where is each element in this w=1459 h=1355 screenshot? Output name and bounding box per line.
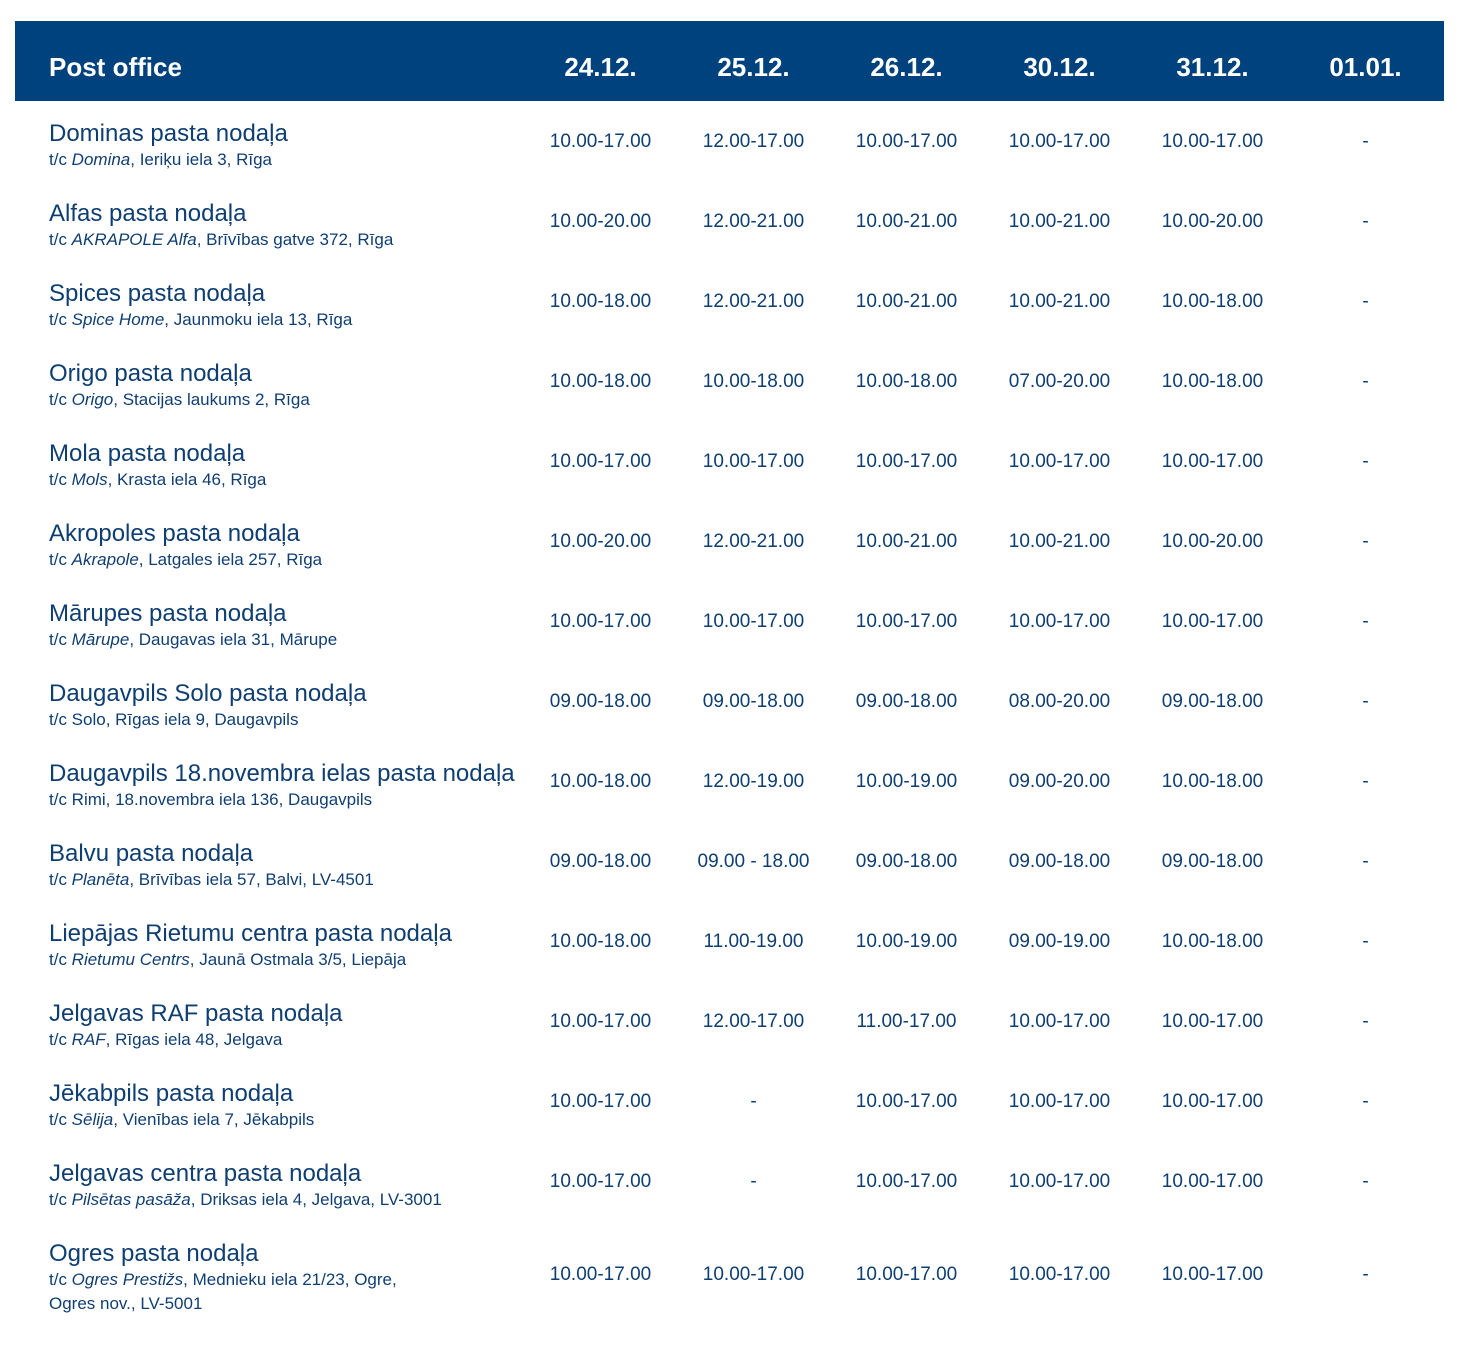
hours-cell: 09.00-18.00 <box>855 851 958 872</box>
hours-cell: 10.00-21.00 <box>855 291 958 312</box>
hours-cell: 10.00-17.00 <box>1008 131 1111 152</box>
hours-cell: 09.00-18.00 <box>1161 851 1264 872</box>
office-name: Balvu pasta nodaļa <box>49 840 254 867</box>
table-row <box>0 581 1459 661</box>
address-prefix: t/c <box>49 1110 72 1129</box>
office-address <box>49 1108 544 1132</box>
shopping-centre-name: Pilsētas pasāža <box>71 1190 191 1209</box>
hours-cell: 10.00-17.00 <box>549 1091 652 1112</box>
hours-cell: 10.00-17.00 <box>1008 1171 1111 1192</box>
hours-cell: 10.00-17.00 <box>1008 611 1111 632</box>
office-cell <box>49 840 544 892</box>
hours-cell: - <box>750 1091 757 1112</box>
hours-cell: 10.00-17.00 <box>855 451 958 472</box>
office-address <box>49 308 544 332</box>
hours-cell: 12.00-17.00 <box>702 1011 805 1032</box>
hours-cell: 10.00-17.00 <box>1161 451 1264 472</box>
office-cell <box>49 1000 544 1052</box>
hours-cell: 10.00-20.00 <box>549 211 652 232</box>
hours-cell: 09.00 - 18.00 <box>697 851 810 872</box>
hours-cell: 10.00-17.00 <box>1008 451 1111 472</box>
hours-cell: - <box>1362 931 1369 952</box>
office-name: Ogres pasta nodaļa <box>49 1240 259 1267</box>
hours-cell: 10.00-17.00 <box>702 611 805 632</box>
office-address <box>49 148 544 172</box>
hours-cell: 09.00-19.00 <box>1008 931 1111 952</box>
shopping-centre-name: Sēlija <box>71 1110 114 1129</box>
header-date-30-12: 30.12. <box>1023 52 1096 82</box>
hours-cell: 12.00-17.00 <box>702 131 805 152</box>
address-prefix: t/c <box>49 150 72 169</box>
office-cell <box>49 200 544 252</box>
address-rest: , Daugavas iela 31, Mārupe <box>129 630 338 649</box>
office-cell <box>49 360 544 412</box>
hours-cell: 10.00-17.00 <box>1161 131 1264 152</box>
table-row <box>0 1221 1459 1326</box>
office-name: Jēkabpils pasta nodaļa <box>49 1080 294 1107</box>
hours-cell: 10.00-17.00 <box>702 451 805 472</box>
address-prefix: t/c <box>49 310 72 329</box>
hours-cell: - <box>1362 691 1369 712</box>
hours-cell: - <box>1362 1171 1369 1192</box>
table-body <box>0 101 1459 1326</box>
office-address-line2: Ogres nov., LV-5001 <box>49 1294 203 1313</box>
hours-cell: 10.00-17.00 <box>1008 1011 1111 1032</box>
hours-cell: - <box>750 1171 757 1192</box>
office-cell <box>49 1080 544 1132</box>
hours-cell: 10.00-17.00 <box>855 131 958 152</box>
hours-cell: 11.00-17.00 <box>856 1011 957 1032</box>
address-rest: , Latgales iela 257, Rīga <box>138 550 323 569</box>
table-row <box>0 1061 1459 1141</box>
shopping-centre-name: Domina <box>71 150 131 169</box>
address-rest: , Ieriķu iela 3, Rīga <box>130 150 273 169</box>
table-row <box>0 501 1459 581</box>
hours-cell: - <box>1362 451 1369 472</box>
hours-cell: 09.00-18.00 <box>855 691 958 712</box>
office-address <box>49 1268 544 1292</box>
office-name: Mola pasta nodaļa <box>49 440 246 467</box>
office-address <box>49 1028 544 1052</box>
header-date-25-12: 25.12. <box>717 52 790 82</box>
hours-cell: 09.00-18.00 <box>702 691 805 712</box>
hours-cell: - <box>1362 1011 1369 1032</box>
hours-cell: 10.00-18.00 <box>855 371 958 392</box>
office-address <box>49 788 544 812</box>
hours-cell: 10.00-17.00 <box>855 1091 958 1112</box>
address-rest: , Brīvības iela 57, Balvi, LV-4501 <box>129 870 374 889</box>
office-cell <box>49 1160 544 1212</box>
address-rest: , Stacijas laukums 2, Rīga <box>113 390 310 409</box>
office-cell <box>49 920 544 972</box>
hours-cell: 10.00-19.00 <box>855 771 958 792</box>
hours-cell: 10.00-17.00 <box>549 1171 652 1192</box>
office-cell <box>49 280 544 332</box>
address-prefix: t/c <box>49 230 72 249</box>
office-name: Mārupes pasta nodaļa <box>49 600 287 627</box>
hours-cell: 12.00-19.00 <box>702 771 805 792</box>
office-address <box>49 948 544 972</box>
shopping-centre-name: AKRAPOLE Alfa <box>71 230 197 249</box>
hours-cell: - <box>1362 371 1369 392</box>
office-name: Jelgavas centra pasta nodaļa <box>49 1160 362 1187</box>
hours-cell: - <box>1362 611 1369 632</box>
office-cell <box>49 1240 544 1316</box>
hours-cell: 10.00-17.00 <box>855 611 958 632</box>
office-address <box>49 708 544 732</box>
office-cell <box>49 600 544 652</box>
hours-cell: 10.00-21.00 <box>1008 531 1111 552</box>
hours-cell: 10.00-21.00 <box>1008 211 1111 232</box>
hours-cell: 10.00-18.00 <box>549 371 652 392</box>
hours-cell: 09.00-20.00 <box>1008 771 1111 792</box>
shopping-centre-name: Ogres Prestižs <box>71 1270 184 1289</box>
hours-cell: 10.00-17.00 <box>702 1264 805 1285</box>
hours-cell: 12.00-21.00 <box>702 531 805 552</box>
shopping-centre-name: Planēta <box>71 870 130 889</box>
hours-cell: 10.00-21.00 <box>1008 291 1111 312</box>
hours-cell: 10.00-18.00 <box>702 371 805 392</box>
hours-cell: 09.00-18.00 <box>549 851 652 872</box>
address-prefix: t/c <box>49 870 72 889</box>
hours-cell: 10.00-17.00 <box>549 131 652 152</box>
hours-cell: 10.00-20.00 <box>1161 531 1264 552</box>
table-row <box>0 261 1459 341</box>
shopping-centre-name: Origo <box>71 390 114 409</box>
table-row <box>0 181 1459 261</box>
hours-cell: 11.00-19.00 <box>703 931 804 952</box>
table-header <box>15 21 1444 101</box>
address-rest: , Rīgas iela 48, Jelgava <box>105 1030 283 1049</box>
office-name: Liepājas Rietumu centra pasta nodaļa <box>49 920 452 947</box>
hours-cell: - <box>1362 1091 1369 1112</box>
office-cell <box>49 440 544 492</box>
address-rest: , Krasta iela 46, Rīga <box>107 470 267 489</box>
hours-cell: 09.00-18.00 <box>1008 851 1111 872</box>
hours-cell: 10.00-17.00 <box>1008 1091 1111 1112</box>
hours-cell: 10.00-17.00 <box>549 1011 652 1032</box>
address-prefix: t/c <box>49 390 72 409</box>
hours-cell: 12.00-21.00 <box>702 291 805 312</box>
office-address <box>49 548 544 572</box>
hours-cell: 08.00-20.00 <box>1008 691 1111 712</box>
hours-cell: 10.00-20.00 <box>549 531 652 552</box>
office-name: Daugavpils 18.novembra ielas pasta nodaļa <box>49 760 515 787</box>
hours-cell: 10.00-18.00 <box>549 931 652 952</box>
address-rest: , Driksas iela 4, Jelgava, LV-3001 <box>190 1190 442 1209</box>
shopping-centre-name: Mols <box>71 470 108 489</box>
office-cell <box>49 520 544 572</box>
address-rest: , Jaunā Ostmala 3/5, Liepāja <box>189 950 407 969</box>
hours-cell: 10.00-17.00 <box>1161 1011 1264 1032</box>
hours-cell: 10.00-18.00 <box>1161 371 1264 392</box>
hours-cell: 10.00-21.00 <box>855 211 958 232</box>
hours-cell: 10.00-17.00 <box>1161 1091 1264 1112</box>
address-prefix: t/c <box>49 1030 72 1049</box>
address-prefix: t/c <box>49 1190 72 1209</box>
address-rest: , Jaunmoku iela 13, Rīga <box>164 310 353 329</box>
office-cell <box>49 680 544 732</box>
office-address <box>49 388 544 412</box>
hours-cell: - <box>1362 851 1369 872</box>
shopping-centre-name: Akrapole <box>71 550 139 569</box>
hours-cell: 12.00-21.00 <box>702 211 805 232</box>
office-cell <box>49 120 544 172</box>
hours-cell: 07.00-20.00 <box>1008 371 1111 392</box>
table-row <box>0 661 1459 741</box>
hours-cell: - <box>1362 771 1369 792</box>
office-name: Jelgavas RAF pasta nodaļa <box>49 1000 343 1027</box>
hours-cell: 10.00-17.00 <box>855 1264 958 1285</box>
office-name: Alfas pasta nodaļa <box>49 200 247 227</box>
office-address <box>49 1188 544 1212</box>
office-address <box>49 468 544 492</box>
hours-cell: 10.00-17.00 <box>855 1171 958 1192</box>
address-prefix: t/c <box>49 630 72 649</box>
hours-cell: 10.00-18.00 <box>1161 771 1264 792</box>
office-address <box>49 868 544 892</box>
address-rest: , Vienības iela 7, Jēkabpils <box>113 1110 315 1129</box>
hours-cell: 10.00-18.00 <box>549 771 652 792</box>
hours-cell: 10.00-17.00 <box>1008 1264 1111 1285</box>
hours-cell: 10.00-20.00 <box>1161 211 1264 232</box>
table-row <box>0 421 1459 501</box>
shopping-centre-name: Spice Home <box>71 310 165 329</box>
header-date-31-12: 31.12. <box>1176 52 1249 82</box>
hours-cell: 10.00-18.00 <box>1161 291 1264 312</box>
shopping-centre-name: Rietumu Centrs <box>71 950 190 969</box>
address-prefix: t/c <box>49 550 72 569</box>
address-prefix: t/c <box>49 1270 72 1289</box>
header-date-01-01: 01.01. <box>1329 52 1402 82</box>
hours-cell: - <box>1362 131 1369 152</box>
hours-cell: 10.00-17.00 <box>549 1264 652 1285</box>
hours-cell: - <box>1362 1264 1369 1285</box>
address-rest: , Brīvības gatve 372, Rīga <box>196 230 394 249</box>
hours-cell: 09.00-18.00 <box>1161 691 1264 712</box>
office-name: Dominas pasta nodaļa <box>49 120 288 147</box>
office-cell <box>49 760 544 812</box>
office-name: Spices pasta nodaļa <box>49 280 266 307</box>
office-name: Daugavpils Solo pasta nodaļa <box>49 680 367 707</box>
table-row <box>0 101 1459 181</box>
hours-cell: 10.00-17.00 <box>549 611 652 632</box>
hours-cell: 10.00-17.00 <box>549 451 652 472</box>
table-row <box>0 741 1459 821</box>
address-prefix: t/c Solo, Rīgas iela 9, Daugavpils <box>49 710 299 729</box>
hours-cell: 10.00-17.00 <box>1161 1171 1264 1192</box>
table-row <box>0 901 1459 981</box>
table-row <box>0 821 1459 901</box>
hours-cell: - <box>1362 291 1369 312</box>
office-name: Akropoles pasta nodaļa <box>49 520 300 547</box>
hours-cell: - <box>1362 211 1369 232</box>
office-name: Origo pasta nodaļa <box>49 360 252 387</box>
hours-cell: 10.00-18.00 <box>1161 931 1264 952</box>
shopping-centre-name: RAF <box>71 1030 106 1049</box>
address-rest: , Mednieku iela 21/23, Ogre, <box>183 1270 397 1289</box>
address-prefix: t/c <box>49 470 72 489</box>
hours-cell: 10.00-21.00 <box>855 531 958 552</box>
header-post-office: Post office <box>49 52 182 82</box>
table-row <box>0 341 1459 421</box>
hours-cell: 10.00-17.00 <box>1161 1264 1264 1285</box>
table-row <box>0 981 1459 1061</box>
office-address <box>49 628 544 652</box>
hours-cell: 10.00-18.00 <box>549 291 652 312</box>
header-date-24-12: 24.12. <box>564 52 637 82</box>
hours-cell: 09.00-18.00 <box>549 691 652 712</box>
address-prefix: t/c <box>49 950 72 969</box>
hours-cell: 10.00-19.00 <box>855 931 958 952</box>
shopping-centre-name: Mārupe <box>71 630 130 649</box>
hours-cell: - <box>1362 531 1369 552</box>
header-date-26-12: 26.12. <box>870 52 943 82</box>
table-row <box>0 1141 1459 1221</box>
office-address <box>49 228 544 252</box>
hours-cell: 10.00-17.00 <box>1161 611 1264 632</box>
address-prefix: t/c Rimi, 18.novembra iela 136, Daugavpils <box>49 790 373 809</box>
